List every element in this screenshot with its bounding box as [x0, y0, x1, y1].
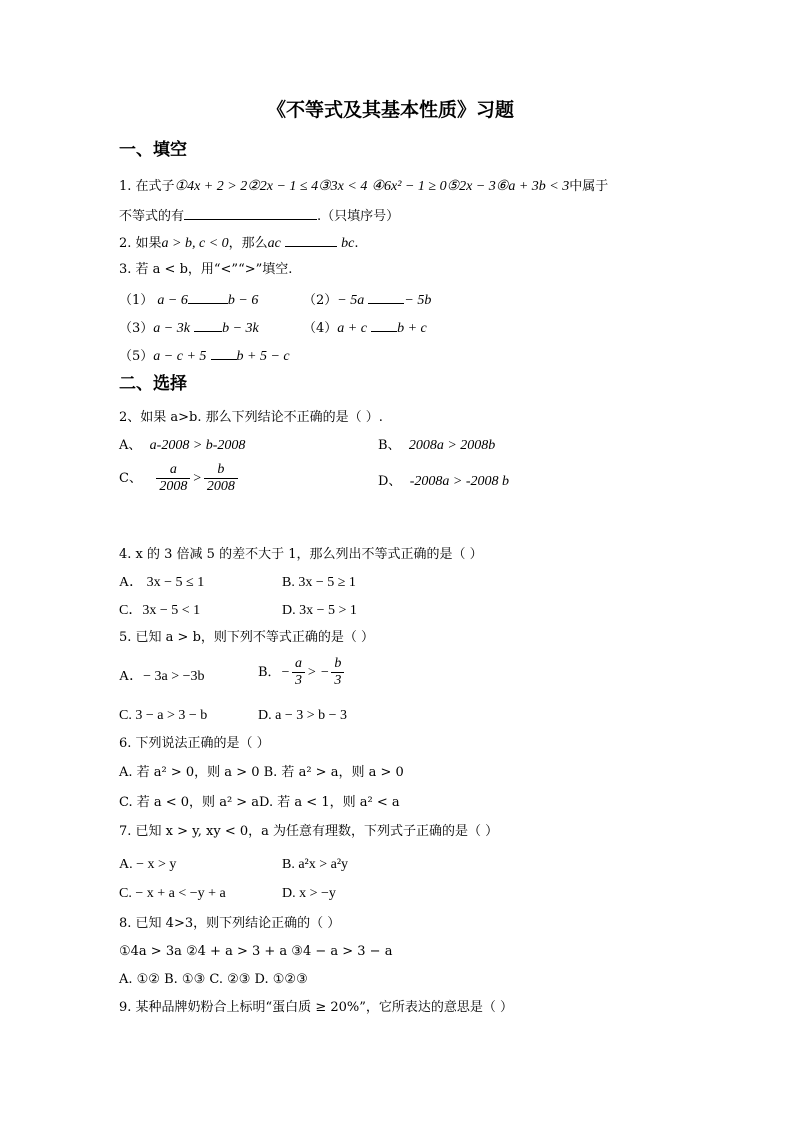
- choice-2-a-label: A、: [119, 438, 142, 453]
- q3-p1-left: a − 6: [157, 293, 188, 308]
- q3-p4-label: （4）: [303, 321, 338, 336]
- q2-mid: ，那么: [228, 236, 268, 251]
- q3-p5-right: b + 5 − c: [236, 349, 290, 364]
- frac-denominator: 2008: [159, 479, 188, 494]
- choice-2-option-a[interactable]: [119, 438, 245, 454]
- q3-p3-right: b − 3k: [222, 321, 259, 336]
- choice-5-b-sign: −: [280, 665, 291, 680]
- fraction-b-over-3: [331, 656, 344, 689]
- choice-2-option-b[interactable]: [378, 438, 495, 454]
- choice-4-option-a[interactable]: A． 3x − 5 ≤ 1: [119, 575, 205, 590]
- q3-p3-label: （3）: [119, 321, 154, 336]
- question-3-part-1: [119, 290, 258, 309]
- choice-2-option-c[interactable]: [119, 462, 240, 495]
- choice-4-stem: 4. x 的 3 倍减 5 的差不大于 1，那么列出不等式正确的是（ ）: [119, 547, 483, 562]
- choice-7-option-a[interactable]: A. − x > y: [119, 857, 177, 872]
- q3-p1-right: b − 6: [227, 293, 259, 308]
- choice-8-options[interactable]: A. ①② B. ①③ C. ②③ D. ①②③: [119, 972, 308, 987]
- q2-left: ac: [267, 236, 281, 251]
- choice-7-option-b[interactable]: B. a²x > a²y: [282, 857, 349, 872]
- q3-p2-left: − 5a: [337, 293, 365, 308]
- choice-2-c-op: >: [192, 471, 202, 486]
- frac-denominator: 2008: [206, 479, 235, 494]
- choice-8-stem: 8. 已知 4>3，则下列结论正确的（ ）: [119, 916, 341, 931]
- q3-p2-right: − 5b: [404, 293, 432, 308]
- choice-2-b-text: 2008a > 2008b: [408, 438, 496, 453]
- q1-item-4: ④6x² − 1 ≥ 0: [371, 179, 447, 194]
- frac-numerator: a: [156, 462, 190, 479]
- choice-5-option-c[interactable]: C. 3 − a > 3 − b: [119, 708, 208, 723]
- q1-item-2: ②2x − 1 ≤ 4: [247, 179, 319, 194]
- q3-p4-blank[interactable]: [371, 318, 397, 332]
- q3-p5-left: a − c + 5: [153, 349, 207, 364]
- question-3-part-2: [303, 290, 431, 309]
- q3-p1-blank[interactable]: [188, 290, 228, 304]
- q1-answer-blank[interactable]: [184, 206, 317, 220]
- choice-5-b-label: B．: [258, 665, 281, 680]
- choice-5-b-op: > −: [307, 665, 330, 680]
- question-3-part-3: [119, 318, 259, 337]
- question-1-line-1: [119, 179, 608, 195]
- choice-2-a-text: a-2008 > b-2008: [149, 438, 246, 453]
- choice-8-items: ①4a > 3a ②4 + a > 3 + a ③4 − a > 3 − a: [119, 944, 393, 959]
- question-3-stem: 3. 若 a < b，用“<”“>”填空.: [119, 262, 293, 277]
- choice-4-option-b[interactable]: B. 3x − 5 ≥ 1: [282, 575, 356, 590]
- choice-2-b-label: B、: [378, 438, 401, 453]
- choice-6-options-ab[interactable]: A. 若 a² > 0，则 a > 0 B. 若 a² > a，则 a > 0: [119, 765, 404, 780]
- choice-7-option-d[interactable]: D. x > −y: [282, 886, 336, 901]
- frac-numerator: b: [331, 656, 344, 673]
- q3-p4-left: a + c: [337, 321, 367, 336]
- choice-2-stem: 2、如果 a>b. 那么下列结论不正确的是（ ）.: [119, 410, 383, 425]
- q2-prefix: 2. 如果: [119, 236, 162, 251]
- choice-9-stem: 9. 某种品牌奶粉合上标明“蛋白质 ≥ 20%”，它所表达的意思是（ ）: [119, 1000, 514, 1015]
- choice-4-option-d[interactable]: D. 3x − 5 > 1: [282, 603, 357, 618]
- choice-7-option-c[interactable]: C. − x + a < −y + a: [119, 886, 226, 901]
- page-title: 《不等式及其基本性质》习题: [267, 99, 515, 121]
- q1-item-6: ⑥a + 3b < 3: [495, 179, 570, 194]
- q3-p4-right: b + c: [397, 321, 427, 336]
- q1-item-3: ③3x < 4: [318, 179, 368, 194]
- choice-4-option-c[interactable]: C．3x − 5 < 1: [119, 603, 201, 618]
- q2-condition: a > b, c < 0: [161, 236, 229, 251]
- q3-p5-label: （5）: [119, 349, 154, 364]
- question-3-part-5: [119, 346, 290, 365]
- section-choice-heading: 二、选择: [119, 374, 187, 394]
- choice-7-stem: 7. 已知 x > y, xy < 0，a 为任意有理数，下列式子正确的是（ ）: [119, 824, 499, 839]
- q3-p3-left: a − 3k: [153, 321, 190, 336]
- q1-line2-prefix: 不等式的有: [119, 209, 185, 224]
- q2-end: .: [354, 236, 359, 251]
- choice-2-d-label: D、: [378, 474, 402, 489]
- fraction-b-over-2008: [204, 462, 238, 495]
- frac-denominator: 3: [334, 673, 342, 688]
- choice-6-options-cd[interactable]: C. 若 a < 0，则 a² > aD. 若 a < 1，则 a² < a: [119, 795, 400, 810]
- q3-p5-blank[interactable]: [211, 346, 237, 360]
- choice-2-d-text: -2008a > -2008 b: [409, 474, 509, 489]
- q1-item-1: ①4x + 2 > 2: [174, 179, 248, 194]
- question-1-line-2: [119, 206, 399, 225]
- q2-answer-blank[interactable]: [285, 233, 337, 247]
- choice-5-option-b[interactable]: [258, 656, 346, 689]
- frac-numerator: b: [204, 462, 238, 479]
- question-2: [119, 233, 359, 252]
- choice-6-stem: 6. 下列说法正确的是（ ）: [119, 736, 270, 751]
- section-fill-blank-heading: 一、填空: [119, 140, 187, 160]
- question-3-part-4: [303, 318, 427, 337]
- choice-2-c-label: C、: [119, 471, 142, 486]
- q3-p1-label: （1）: [119, 293, 154, 308]
- frac-numerator: a: [292, 656, 305, 673]
- q2-right: bc: [341, 236, 355, 251]
- choice-2-option-d[interactable]: [378, 474, 509, 490]
- q3-p2-blank[interactable]: [368, 290, 404, 304]
- choice-5-option-a[interactable]: A．− 3a > −3b: [119, 669, 205, 684]
- q1-suffix: 中属于: [569, 179, 609, 194]
- fraction-a-over-3: [292, 656, 305, 689]
- q1-prefix: 1. 在式子: [119, 179, 175, 194]
- q1-item-5: ⑤2x − 3: [446, 179, 496, 194]
- choice-5-stem: 5. 已知 a > b，则下列不等式正确的是（ ）: [119, 630, 375, 645]
- q3-p3-blank[interactable]: [194, 318, 222, 332]
- fraction-a-over-2008: [156, 462, 190, 495]
- q1-line2-suffix: .（只填序号）: [317, 209, 400, 224]
- frac-denominator: 3: [295, 673, 303, 688]
- choice-5-option-d[interactable]: D. a − 3 > b − 3: [258, 708, 348, 723]
- q3-p2-label: （2）: [303, 293, 338, 308]
